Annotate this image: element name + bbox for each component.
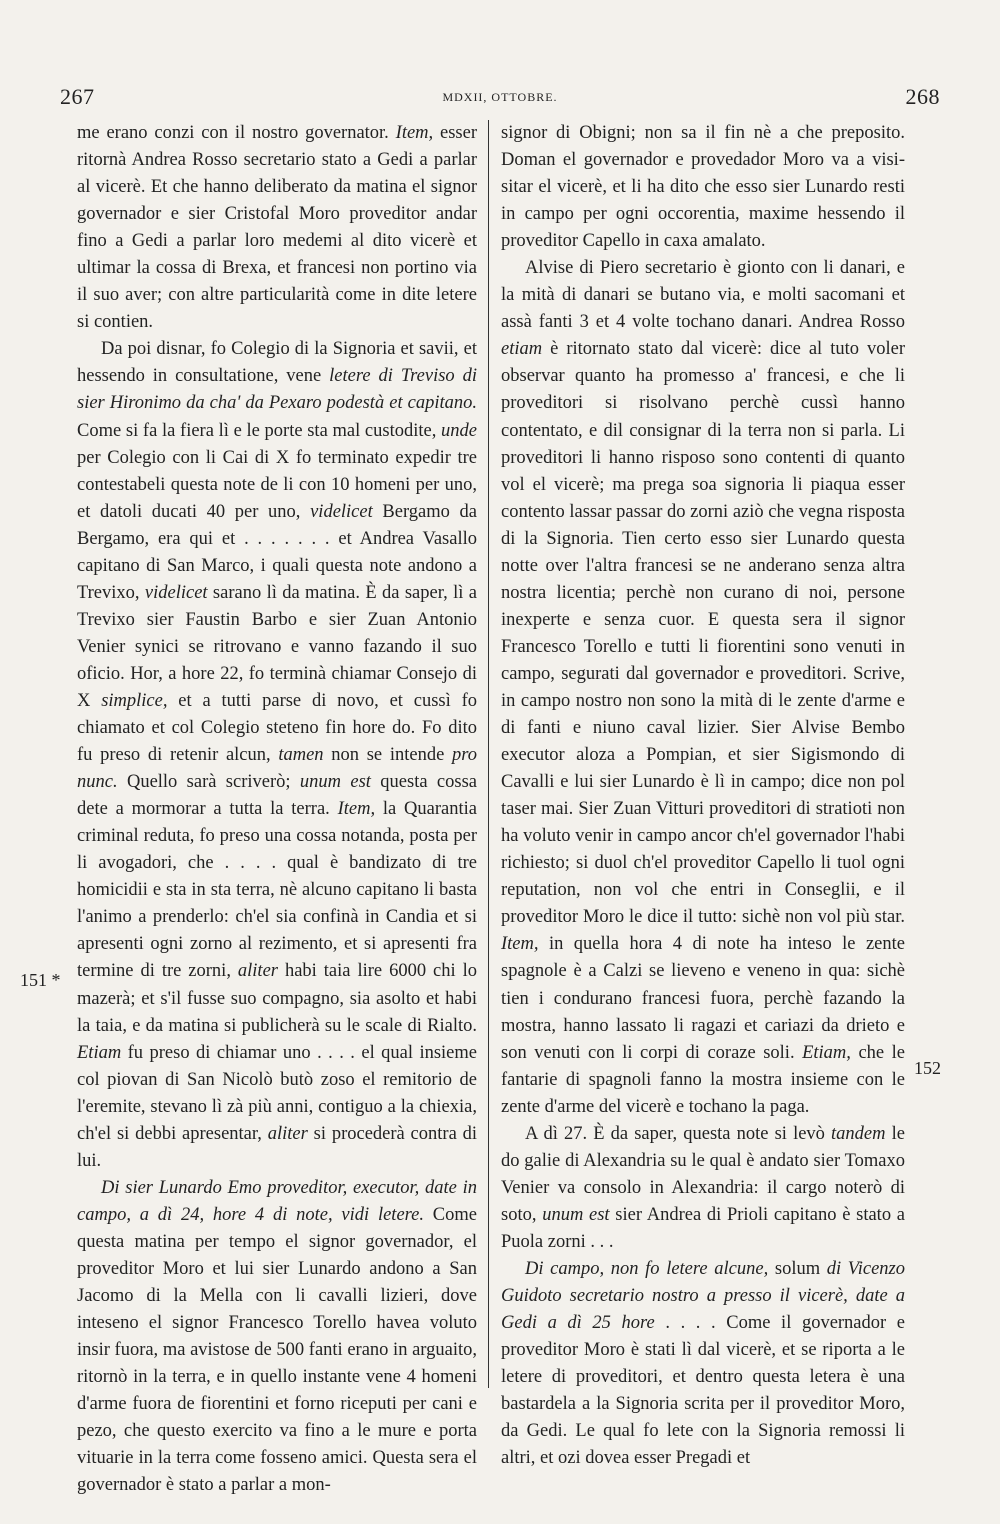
italic-run: etiam: [501, 339, 543, 360]
italic-run: aliter: [237, 961, 278, 982]
italic-run: videlicet: [310, 501, 373, 522]
text-run: signor di Obigni; non sa il fin nè a che preposito. Doman el governador e provedador Moro va a visisitar el vicerè, et li ha dito che esso sier Lunardo resti in campo per ogni occorentia, maxime hessendo il proveditor Capello in caxa amalato.: [501, 123, 905, 252]
paragraph: [501, 1256, 905, 1472]
italic-run: videlicet: [144, 582, 208, 603]
italic-run: simplice,: [101, 690, 168, 711]
text-run: esser ritornà Andrea Rosso secretario stato a Gedi a parlar al vicerè. Et che hanno deliberato da matina el signor governador e sier Cristofal Moro proveditor andar fino a Gedi a parlar loro medemi al dito vicerè et ultimar la cossa di Brexa, et francesi non portino via il suo aver; con altre particularità come in dite letere si contien.: [77, 123, 478, 333]
italic-run: Item,: [337, 799, 376, 820]
text-run: la Quarantia criminal reduta, fo preso una cossa notanda, posta per li avogadori, che . . . . qual è bandizato di tre homicidii e sta in sta terra, nè alcuno capitano li basta l'animo a prenderlo: ch'el sia confinà in Candia et si apresenti ogni zorno al rezimento, et si apresenti fra termine di tre zorni,: [77, 799, 477, 982]
text-run: habi taia lire 6000 chi lo mazerà; et s'il fusse suo compagno, sia asolto et habi la taia, e da matina si publicherà su le scale di Rialto.: [77, 961, 477, 1036]
text-run: che le fantarie di spagnoli fanno la mostra insieme con le zente d'arme del vicerè e tochano la paga.: [501, 1042, 905, 1117]
italic-run: Etiam: [77, 1042, 122, 1063]
text-run: Come si fa la fiera lì e le porte sta mal custodite,: [77, 420, 442, 441]
italic-run: unde: [441, 420, 477, 441]
paragraph: [77, 1175, 477, 1500]
text-run: et a tutti parse di novo, et cussì fo chiamato et col Colegio steteno fin hore do. Fo dito fu preso di retenir alcun,: [77, 690, 477, 766]
text-run: questa cossa dete a mormorar a tutta la terra.: [77, 772, 477, 820]
running-title: MDXII, OTTOBRE.: [442, 90, 558, 104]
italic-run: di Vicenzo Guidoto secretario nostro a presso il vicerè, date a Gedi a dì 25 hore: [501, 1258, 905, 1334]
paragraph: [77, 120, 477, 336]
italic-run: tandem: [831, 1123, 886, 1144]
left-text-column: [77, 120, 477, 1499]
text-run: A dì 27. È da saper, questa note si levò: [525, 1123, 832, 1144]
italic-run: unum est: [299, 772, 371, 793]
italic-run: unum est: [542, 1204, 610, 1225]
italic-run: tamen: [278, 745, 324, 766]
paragraph: [77, 336, 477, 1174]
text-run: in quella hora 4 di note ha inteso le zente spagnole è a Calzi se lieveno e veneno in qua: sichè tien i condurano francesi fuora, perchè fazando la mostra, hanno lassato li ragazi et cariazi da drieto e son venuti con li corpi di coraze soli.: [501, 934, 905, 1063]
italic-run: Di sier Lunardo Emo proveditor, executor, date in campo, a dì 24, hore 4 di note, vidi letere.: [77, 1177, 477, 1225]
italic-run: pro nunc.: [77, 745, 477, 793]
column-divider: [488, 120, 489, 1388]
paragraph: [501, 255, 905, 1121]
paragraph: [501, 1121, 905, 1256]
text-run: me erano conzi con il nostro governator.: [77, 123, 396, 143]
text-run: si procederà contra di lui.: [77, 1123, 477, 1171]
text-run: non se intende: [323, 745, 452, 766]
margin-note-right: 152: [914, 1058, 941, 1078]
text-run: sarano lì da matina. È da saper, lì a Trevixo sier Faustin Barbo e sier Zuan Antonio Venier synici se ritrovano e vanno fazando il suo oficio. Hor, a hore 22, fo terminà chiamar Consejo di X: [77, 582, 477, 711]
right-text-column: [501, 120, 905, 1472]
text-run: per Colegio con li Cai di X fo terminato expedir tre contestabeli questa note de li con 10 homeni per uno, et datoli ducati 40 per uno,: [77, 447, 477, 522]
italic-run: Item,: [395, 123, 434, 143]
italic-run: aliter: [267, 1123, 308, 1144]
italic-run: Di campo, non fo letere alcune,: [525, 1258, 769, 1279]
paragraph: [501, 120, 905, 255]
text-run: Quello sarà scriverò;: [117, 772, 300, 793]
running-header: [60, 84, 940, 108]
page-number-right: 268: [905, 84, 940, 109]
page-number-left: 267: [60, 84, 95, 109]
text-run: Da poi disnar, fo Colegio di la Signoria et savii, et hessendo in consultatione, vene: [77, 339, 477, 387]
text-run: Come questa matina per tempo el signor governador, el proveditor Moro et lui sier Lunardo andono a San Jacomo di la Mella con li cavalli lizieri, dove inteseno el signor Francesco Torello havea voluto insir fuora, ma avistose de 500 fanti erano in arguaito, ritornò in la terra, e in quello instante vene 4 homeni d'arme fuora de fiorentini et forno riceputi per cani e pezo, che questo exercito va fino a le mure e porta vituarie in la terra come fosseno amici. Questa sera el governador è stato a parlar a mon-: [77, 1204, 478, 1496]
text-run: fu preso di chiamar uno . . . . el qual insieme col piovan di San Nicolò butò zoso el remitorio de l'eremite, stevano lì zà più anni, contiguo a la chiexia, ch'el si debbi apresentar,: [77, 1042, 477, 1144]
text-run: le do galie di Alexandria su le qual è andato sier Tomaxo Venier va consolo in Alexandria: il cargo noterò di soto,: [501, 1123, 905, 1225]
text-run: . . . . Come il governador e proveditor Moro è stati lì dal vicerè, et se riporta a le letere di proveditori, et dentro questa letera è una bastardela a la Signoria scrita per il proveditor Moro, da Gedi. Le qual fo lete con la Signoria remossi li altri, et ozi dovea esser Pregadi et: [501, 1313, 905, 1469]
italic-run: Item,: [501, 934, 539, 955]
text-run: solum: [768, 1258, 827, 1279]
text-run: Bergamo da Bergamo, era qui et . . . . . . . et Andrea Vasallo capitano di San Marco, i quali questa note andono a Trevixo,: [77, 501, 477, 603]
italic-run: Etiam,: [802, 1042, 851, 1063]
text-run: è ritornato stato dal vicerè: dice al tuto voler observar quanto ha promesso a' francesi, e che li proveditori si risolvano perchè cussì hanno contentato, e dil consignar di la terra non si parla. Li proveditori li hanno risposo sono contenti di quanto vol el vicerè; ma prega soa signoria li piaqua esser contento lassar passar do zorni aziò che vegna risposta di la Signoria. Tien certo esso sier Lunardo questa notte over l'altra francesi se ne anderano senza altra nostra licentia; perchè non curano di noi, persone inexperte e senza cuor. E questa sera il signor Francesco Torello e tutti li fiorentini sono venuti in campo, segurati dal governador e proveditori. Scrive, in campo nostro non sono la mità di le zente d'arme e di fanti e niuno caval lizier. Sier Alvise Bembo executor aloza a Pompian, et sier Sigismondo di Cavalli e lui sier Lunardo è lì in campo; dice non pol taser mai. Sier Zuan Vitturi proveditori di stratioti non ha voluto venir in campo ancor ch'el governador l'habi richiesto; si duol ch'el proveditor Capello li tuol ogni reputation, non vol che entri in Conseglii, e il proveditor Moro le dice il tutto: sichè non vol più star.: [501, 339, 905, 928]
text-run: sier Andrea di Prioli capitano è stato a Puola zorni . . .: [501, 1204, 905, 1252]
italic-run: letere di Treviso di sier Hironimo da cha' da Pexaro podestà et capitano.: [77, 366, 477, 414]
margin-note-left: 151 *: [20, 970, 61, 990]
text-run: Alvise di Piero secretario è gionto con li danari, e la mità di danari se butano via, e molti sacomani et assà fanti 3 et 4 volte tochano danari. Andrea Rosso: [501, 258, 905, 333]
